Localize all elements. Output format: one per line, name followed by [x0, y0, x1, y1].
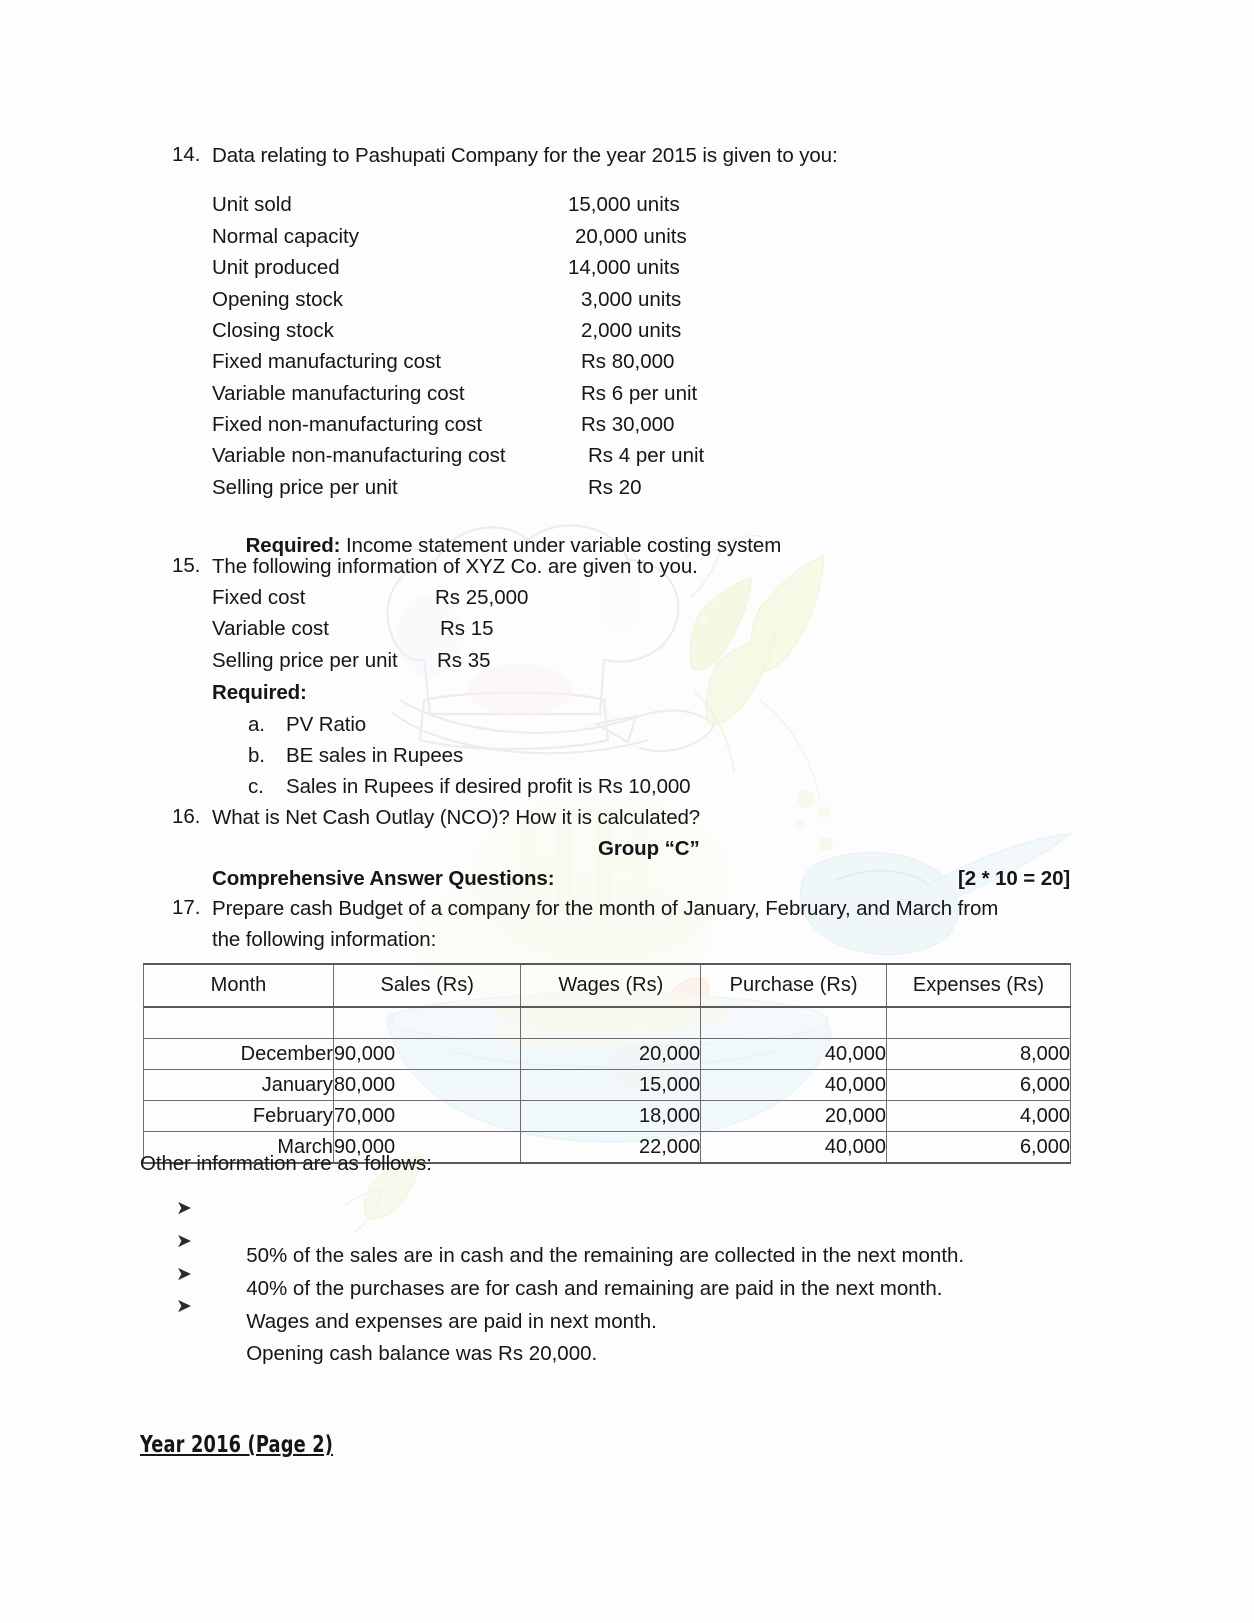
column-header-sales: Sales (Rs) — [333, 964, 521, 1007]
q15-sub-marker: b. — [248, 744, 265, 767]
list-item-text: 50% of the sales are in cash and the remaining are collected in the next month. — [246, 1244, 965, 1267]
q14-item-value: Rs 6 per unit — [581, 382, 698, 405]
cell-wages: 20,000 — [521, 1039, 701, 1070]
column-header-month: Month — [144, 964, 334, 1007]
q14-required-text: Income statement under variable costing system — [340, 534, 782, 558]
q14-item-value: 3,000 units — [581, 288, 682, 311]
cell-wages: 18,000 — [521, 1101, 701, 1132]
q14-item-label: Normal capacity — [212, 225, 359, 248]
q14-item-value: 20,000 units — [575, 225, 687, 248]
spacer-cell — [887, 1007, 1071, 1039]
question-17-number: 17. — [172, 896, 201, 919]
q15-sub-text: BE sales in Rupees — [286, 744, 464, 767]
list-item-text: Wages and expenses are paid in next month. — [246, 1310, 657, 1333]
cell-expenses: 8,000 — [887, 1039, 1071, 1070]
list-item-text: Opening cash balance was Rs 20,000. — [246, 1342, 598, 1365]
column-header-expenses: Expenses (Rs) — [887, 964, 1071, 1007]
q14-item-label: Variable non-manufacturing cost — [212, 444, 506, 467]
q14-item-value: Rs 80,000 — [581, 350, 675, 373]
comprehensive-answer-questions-label: Comprehensive Answer Questions: — [212, 867, 555, 890]
q14-item-label: Unit sold — [212, 193, 292, 216]
q14-item-value: Rs 4 per unit — [588, 444, 705, 467]
q15-sub-marker: c. — [248, 775, 264, 798]
cell-wages: 15,000 — [521, 1070, 701, 1101]
q15-required-label: Required: — [212, 681, 307, 704]
column-header-wages: Wages (Rs) — [521, 964, 701, 1007]
q14-item-label: Fixed non-manufacturing cost — [212, 413, 483, 436]
cell-purchase: 40,000 — [701, 1132, 887, 1164]
q14-item-value: Rs 20 — [588, 476, 642, 499]
cell-expenses: 6,000 — [887, 1132, 1071, 1164]
cell-expenses: 6,000 — [887, 1070, 1071, 1101]
group-c-heading: Group “C” — [598, 837, 700, 860]
q14-item-value: Rs 30,000 — [581, 413, 675, 436]
question-15-prompt: The following information of XYZ Co. are given to you. — [212, 555, 698, 578]
cell-sales: 80,000 — [333, 1070, 521, 1101]
q15-sub-marker: a. — [248, 713, 265, 736]
q15-item-label: Selling price per unit — [212, 649, 398, 672]
table-row — [144, 1070, 1071, 1101]
spacer-cell — [333, 1007, 521, 1039]
spacer-cell — [521, 1007, 701, 1039]
q14-item-label: Variable manufacturing cost — [212, 382, 465, 405]
question-14-number: 14. — [172, 143, 201, 166]
table-row — [144, 1039, 1071, 1070]
page-footer-label: Year 2016 (Page 2) — [140, 1432, 334, 1458]
q15-item-label: Fixed cost — [212, 586, 306, 609]
q14-item-label: Fixed manufacturing cost — [212, 350, 442, 373]
cell-sales: 90,000 — [333, 1132, 521, 1164]
cell-wages: 22,000 — [521, 1132, 701, 1164]
column-header-purchase: Purchase (Rs) — [701, 964, 887, 1007]
question-17-prompt-line-1: Prepare cash Budget of a company for the month of January, February, and March from — [212, 897, 999, 920]
spacer-cell — [701, 1007, 887, 1039]
group-c-marks: [2 * 10 = 20] — [958, 867, 1071, 890]
list-item — [176, 1294, 598, 1390]
cell-month: December — [144, 1039, 334, 1070]
cell-purchase: 40,000 — [701, 1039, 887, 1070]
q14-item-label: Opening stock — [212, 288, 344, 311]
q14-item-label: Unit produced — [212, 256, 340, 279]
table-header-row — [144, 964, 1071, 1007]
q15-item-label: Variable cost — [212, 617, 329, 640]
cell-sales: 70,000 — [333, 1101, 521, 1132]
q15-item-value: Rs 35 — [437, 649, 491, 672]
q14-item-value: 15,000 units — [568, 193, 680, 216]
cell-month: March — [144, 1132, 334, 1164]
q14-item-label: Selling price per unit — [212, 476, 398, 499]
q15-item-value: Rs 25,000 — [435, 586, 529, 609]
q14-item-value: 2,000 units — [581, 319, 682, 342]
spacer-cell — [144, 1007, 334, 1039]
question-14-prompt: Data relating to Pashupati Company for the year 2015 is given to you: — [212, 144, 838, 167]
cell-expenses: 4,000 — [887, 1101, 1071, 1132]
question-16-number: 16. — [172, 805, 201, 828]
question-17-prompt-line-2: the following information: — [212, 928, 437, 951]
arrow-bullet-icon: ➤ — [176, 1264, 192, 1285]
cell-purchase: 40,000 — [701, 1070, 887, 1101]
table-row — [144, 1101, 1071, 1132]
cell-purchase: 20,000 — [701, 1101, 887, 1132]
cell-sales: 90,000 — [333, 1039, 521, 1070]
question-15-number: 15. — [172, 554, 201, 577]
arrow-bullet-icon: ➤ — [176, 1296, 192, 1317]
question-16-prompt: What is Net Cash Outlay (NCO)? How it is calculated? — [212, 806, 701, 829]
cell-month: February — [144, 1101, 334, 1132]
q14-item-label: Closing stock — [212, 319, 334, 342]
cell-month: January — [144, 1070, 334, 1101]
q15-sub-text: Sales in Rupees if desired profit is Rs 10,000 — [286, 775, 691, 798]
list-item-text: 40% of the purchases are for cash and remaining are paid in the next month. — [246, 1277, 943, 1300]
arrow-bullet-icon: ➤ — [176, 1198, 192, 1219]
cash-budget-table — [143, 963, 1071, 1164]
table-spacer-row — [144, 1007, 1071, 1039]
q14-item-value: 14,000 units — [568, 256, 680, 279]
arrow-bullet-icon: ➤ — [176, 1231, 192, 1252]
q15-item-value: Rs 15 — [440, 617, 494, 640]
other-information-label: Other information are as follows: — [140, 1152, 432, 1175]
q14-required-label: Required: — [245, 534, 341, 558]
q15-sub-text: PV Ratio — [286, 713, 367, 736]
